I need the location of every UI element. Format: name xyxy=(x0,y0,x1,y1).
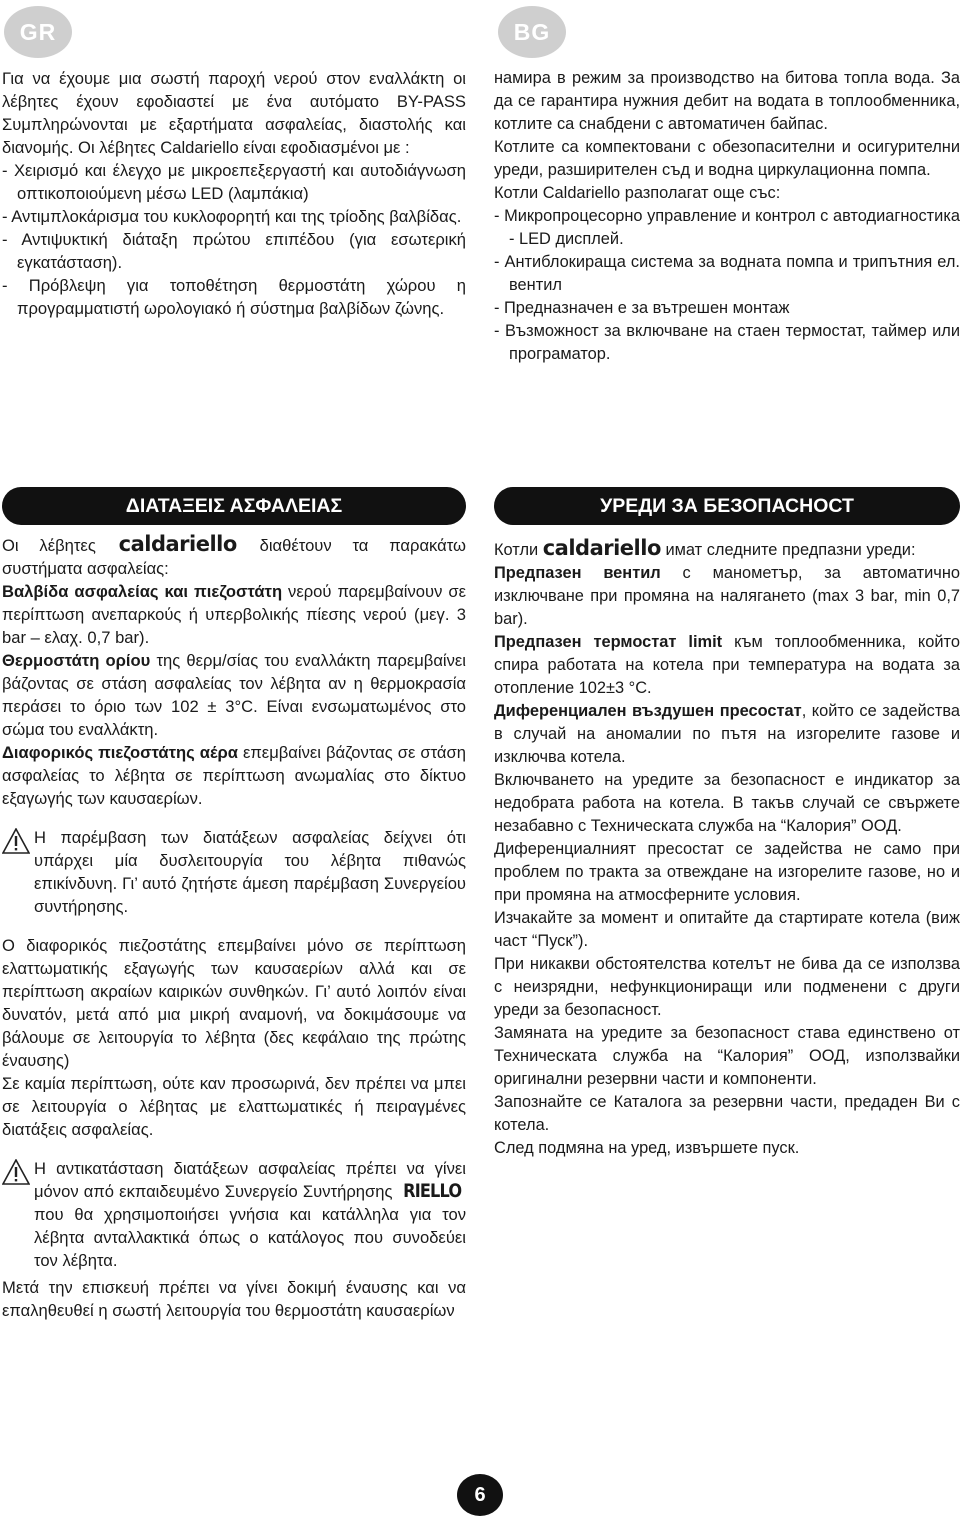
gr-paragraph-6: Σε καμία περίπτωση, ούτε καν προσωρινά, δεν πρέπει να μπει σε λειτουργία ο λέβητας με ελαττωματικές ή πειραγμένες διατάξεις ασφαλείας. xyxy=(2,1074,466,1139)
warning-icon xyxy=(2,1159,30,1185)
bg-s2-text: с манометър, за автоматично изключване при промяна на налягането (max 3 bar, min 0,7 bar). xyxy=(494,564,960,628)
bg-paragraph-11: След подмяна на уред, извършете пуск. xyxy=(494,1139,800,1157)
gr-feature-item: - Αντιψυκτική διάταξη πρώτου επιπέδου (για εσωτερική εγκατάσταση). xyxy=(2,230,466,272)
bg-s2-bold: Предпазен вентил xyxy=(494,564,661,582)
gr-warn2-pre: Η αντικατάσταση διατάξεων ασφαλείας πρέπει να γίνει μόνον από εκπαιδευμένο Συνεργείο Συντήρησης xyxy=(34,1159,466,1201)
gr-s2-bold: Βαλβίδα ασφαλείας και πιεζοστάτη xyxy=(2,582,283,601)
gr-s1-post: διαθέτουν τα παρακάτω συστήματα ασφαλείας: xyxy=(2,536,466,578)
bg-paragraph-10: Запознайте се Каталога за резервни части, предаден Ви с котела. xyxy=(494,1093,960,1134)
gr-feature-item: - Πρόβλεψη για τοποθέτηση θερμοστάτη χώρου η προγραμματιστή ωρολογιακό ή σύστημα βαλβίδων ζώνης. xyxy=(2,276,466,318)
language-badge-bg: BG xyxy=(498,6,566,58)
bg-s3-text: към топлообменника, който спира работата на котела при температура на водата за отопление 102±3 °C. xyxy=(494,633,960,697)
gr-safety-block xyxy=(2,533,466,1272)
gr-s2-text: νερού παρεμβαίνουν σε περίπτωση ανεπαρκούς ή υπερβολικής πίεσης νερού (μεγ. 3 bar – ελαχ. 0,7 bar). xyxy=(2,582,466,647)
gr-s4-text: επεμβαίνει βάζοντας σε στάση ασφαλείας το λέβητα σε περίπτωση ανωμαλίας στο δίκτυο εξαγωγής των καυσαερίων. xyxy=(2,743,466,808)
bg-feature-item: - Възможност за включване на стаен термостат, таймер или програматор. xyxy=(494,322,960,363)
gr-safety-intro xyxy=(2,533,466,580)
bg-s3-bold: Предпазен термостат limit xyxy=(494,633,723,651)
gr-air-pressostat-paragraph xyxy=(2,741,466,810)
bg-intro-text: Котлите са компектовани с обезопасителни и осигурителни уреди, разширителен съд и водна циркулационна помпа. xyxy=(494,138,960,179)
bg-paragraph-6: Диференциалният пресостат се задейства не само при проблем по тракта за отвеждане на изгорелите газове, но и при промяна на атмосферните условия. xyxy=(494,840,960,904)
gr-s3-text: της θερμ/σίας του εναλλάκτη παρεμβαίνει βάζοντας σε στάση ασφαλείας τον λέβητα αν η θερμοκρασία περάσει το όριο των 102 ± 3°C. Είναι ενσωματωμένος στο σώμα του εναλλάκτη. xyxy=(2,651,466,739)
gr-intro-text: Για να έχουμε μια σωστή παροχή νερού στον εναλλάκτη οι λέβητες έχουν εφοδιαστεί με ένα αυτόματο BY-PASS Συμπληρώνονται με εξαρτήματα ασφαλείας, διαστολής και διανομής. Οι λέβητες Caldariello είναι εφοδιασμένοι με : xyxy=(2,69,466,157)
bg-safety-valve-paragraph xyxy=(494,562,960,631)
gr-s1-pre: Οι λέβητες xyxy=(2,536,96,555)
bg-feature-item: - Предназначен е за вътрешен монтаж xyxy=(494,299,790,317)
bg-paragraph-7: Изчакайте за момент и опитайте да стартирате котела (виж част “Пуск”). xyxy=(494,909,960,950)
gr-warning-text-1: Η παρέμβαση των διατάξεων ασφαλείας δείχνει ότι υπάρχει μία δυσλειτουργία του λέβητα πιθανώς επικίνδυνη. Γι’ αυτό ζητήστε άμεση παρέμβαση Συνεργείου συντήρησης. xyxy=(34,828,466,916)
riello-logo: RIELLO xyxy=(402,1180,461,1202)
page-number: 6 xyxy=(457,1474,503,1516)
bg-paragraph-9: Замяната на уредите за безопасност става единствено от Техническата служба на “Калория” ООД, използвайки оригинални резервни части и компоненти. xyxy=(494,1024,960,1088)
bg-s4-bold: Диференциален въздушен пресостат xyxy=(494,702,802,720)
gr-intro-block xyxy=(2,67,466,320)
gr-feature-item: - Αντιμπλοκάρισμα του κυκλοφορητή και της τρίοδης βαλβίδας. xyxy=(2,207,462,226)
caldariello-logo: caldariello xyxy=(118,532,237,556)
caldariello-logo: caldariello xyxy=(542,536,661,560)
bg-intro-text: Котли Caldariello разполагат още със: xyxy=(494,184,781,202)
gr-safety-valve-paragraph xyxy=(2,580,466,649)
bg-s4-text: , който се задейства в случай на аномалии по пътя на изгорелите газове и изключва котела. xyxy=(494,702,960,766)
bg-section-heading: УРЕДИ ЗА БЕЗОПАСНОСТ xyxy=(494,487,960,525)
gr-feature-item: - Χειρισμό και έλεγχο με μικροεπεξεργαστή και αυτοδιάγνωση οπτικοποιούμενη μέσω LED (λαμπάκια) xyxy=(2,161,466,203)
bg-s1-pre: Котли xyxy=(494,541,539,559)
bg-feature-item: - Антиблокираща система за водната помпа и трипътния ел. вентил xyxy=(494,253,960,294)
bg-limit-thermostat-paragraph xyxy=(494,631,960,700)
gr-limit-thermostat-paragraph xyxy=(2,649,466,741)
bg-air-pressostat-paragraph xyxy=(494,700,960,769)
gr-final-text: Μετά την επισκευή πρέπει να γίνει δοκιμή έναυσης και να επαληθευθεί η σωστή λειτουργία του θερμοστάτη καυσαερίων xyxy=(2,1278,466,1320)
gr-section-heading: ΔΙΑΤΑΞΕΙΣ ΑΣΦΑΛΕΙΑΣ xyxy=(2,487,466,525)
bg-s1-post: имат следните предпазни уреди: xyxy=(665,541,916,559)
bg-intro-text: намира в режим за производство на битова топла вода. За да се гарантира нужния дебит на водата в топлообменника, котлите са снабдени с автоматичен байпас. xyxy=(494,69,960,133)
gr-warning-2 xyxy=(2,1157,466,1272)
language-badge-gr: GR xyxy=(4,6,72,58)
gr-warn2-post: που θα χρησιμοποιήσει γνήσια και κατάλληλα για τον λέβητα ανταλλακτικά όπως ο κατάλογος που συνοδεύει τον λέβητα. xyxy=(34,1205,466,1270)
warning-icon xyxy=(2,828,30,854)
gr-paragraph-5: Ο διαφορικός πιεζοστάτης επεμβαίνει μόνο σε περίπτωση ελαττωματικής εξαγωγής των καυσαερίων αλλά και σε περίπτωση ακραίων καιρικών συνθηκών. Γι’ αυτό λοιπόν είναι δυνατόν, μετά από μια μικρή αναμονή, να δοκιμάσουμε να βάλουμε σε λειτουργία το λέβητα (δες κεφάλαιο της πρώτης έναυσης) xyxy=(2,936,466,1070)
bg-safety-intro xyxy=(494,537,960,562)
gr-final-block xyxy=(2,1276,466,1322)
gr-warning-1 xyxy=(2,826,466,918)
gr-warning-text-2 xyxy=(34,1157,466,1272)
bg-intro-block xyxy=(494,67,960,366)
bg-paragraph-8: При никакви обстоятелства котелът не бива да се използва с неизрядни, нефункциониращи или подменени с други уреди за безопасност. xyxy=(494,955,960,1019)
gr-s4-bold: Διαφορικός πιεζοστάτης αέρα xyxy=(2,743,238,762)
bg-feature-item: - Микропроцесорно управление и контрол с автодиагностика - LED дисплей. xyxy=(494,207,960,248)
bg-paragraph-5: Включването на уредите за безопасност е индикатор за недобрата работа на котела. В такъв случай се свържете незабавно с Техническата служба на “Калория” ООД. xyxy=(494,771,960,835)
bg-safety-block xyxy=(494,537,960,1160)
gr-s3-bold: Θερμοστάτη ορίου xyxy=(2,651,151,670)
